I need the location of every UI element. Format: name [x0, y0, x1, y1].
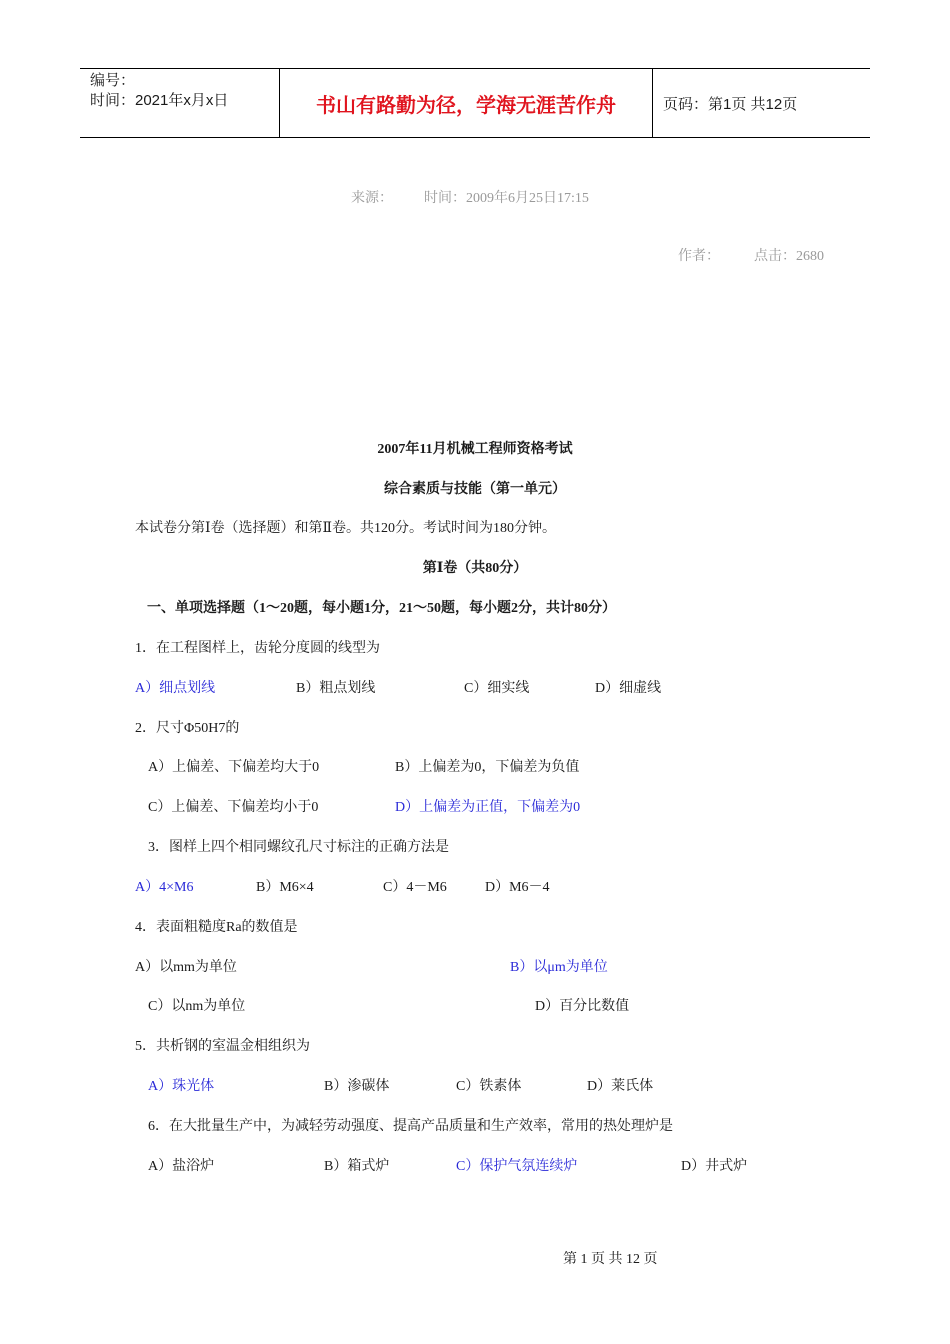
q2-option-a: A）上偏差、下偏差均大于0 [148, 760, 320, 775]
meta-time: 时间：2009年6月25日17:15 [424, 191, 589, 206]
meta-author: 作者： [678, 249, 720, 264]
q2-option-b: B）上偏差为0，下偏差为负值 [395, 760, 580, 775]
q5-option-d: D）莱氏体 [587, 1079, 654, 1094]
question-4: 4．表面粗糙度Ra的数值是 [135, 920, 298, 935]
section1-heading: 一、单项选择题（1～20题，每小题1分，21～50题，每小题2分，共计80分） [147, 601, 616, 616]
question-1: 1．在工程图样上，齿轮分度圆的线型为 [135, 641, 380, 656]
header-left-cell [80, 69, 280, 137]
page-footer: 第 1 页 共 12 页 [563, 1252, 658, 1267]
motto: 书山有路勤为径，学海无涯苦作舟 [280, 69, 653, 137]
time-label: 时间：2021年x月x日 [90, 92, 229, 109]
q5-option-c: C）铁素体 [456, 1079, 522, 1094]
q3-option-b: B）M6×4 [256, 880, 314, 895]
page-label: 页码：第1页 共12页 [663, 95, 798, 113]
q3-option-c: C）4－M6 [383, 880, 447, 895]
q6-option-c: C）保护气氛连续炉 [456, 1159, 578, 1174]
exam-intro: 本试卷分第Ⅰ卷（选择题）和第Ⅱ卷。共120分。考试时间为180分钟。 [135, 521, 557, 536]
question-6: 6．在大批量生产中，为减轻劳动强度、提高产品质量和生产效率，常用的热处理炉是 [148, 1119, 673, 1134]
q6-option-d: D）井式炉 [681, 1159, 748, 1174]
q1-option-b: B）粗点划线 [296, 681, 376, 696]
q6-option-a: A）盐浴炉 [148, 1159, 215, 1174]
q4-option-a: A）以mm为单位 [135, 960, 237, 975]
q4-option-d: D）百分比数值 [535, 999, 630, 1014]
q5-option-a: A）珠光体 [148, 1079, 215, 1094]
q5-option-b: B）渗碳体 [324, 1079, 390, 1094]
exam-subtitle: 综合素质与技能（第一单元） [384, 482, 566, 497]
exam-title: 2007年11月机械工程师资格考试 [377, 442, 573, 457]
part1-heading: 第Ⅰ卷（共80分） [422, 561, 528, 576]
question-3: 3．图样上四个相同螺纹孔尺寸标注的正确方法是 [148, 840, 449, 855]
q1-option-d: D）细虚线 [595, 681, 662, 696]
q3-option-a: A）4×M6 [135, 880, 194, 895]
meta-source: 来源： [351, 191, 393, 206]
q4-option-b: B）以μm为单位 [510, 960, 608, 975]
q4-option-c: C）以nm为单位 [148, 999, 246, 1014]
q6-option-b: B）箱式炉 [324, 1159, 390, 1174]
q1-option-a: A）细点划线 [135, 681, 216, 696]
q3-option-d: D）M6－4 [485, 880, 550, 895]
q2-option-c: C）上偏差、下偏差均小于0 [148, 800, 319, 815]
q2-option-d: D）上偏差为正值，下偏差为0 [395, 800, 581, 815]
q1-option-c: C）细实线 [464, 681, 530, 696]
number-label: 编号： [90, 72, 136, 89]
header-table [80, 68, 870, 138]
question-5: 5．共析钢的室温金相组织为 [135, 1039, 310, 1054]
meta-clicks: 点击：2680 [754, 249, 824, 264]
question-2: 2．尺寸Φ50H7的 [135, 721, 240, 736]
